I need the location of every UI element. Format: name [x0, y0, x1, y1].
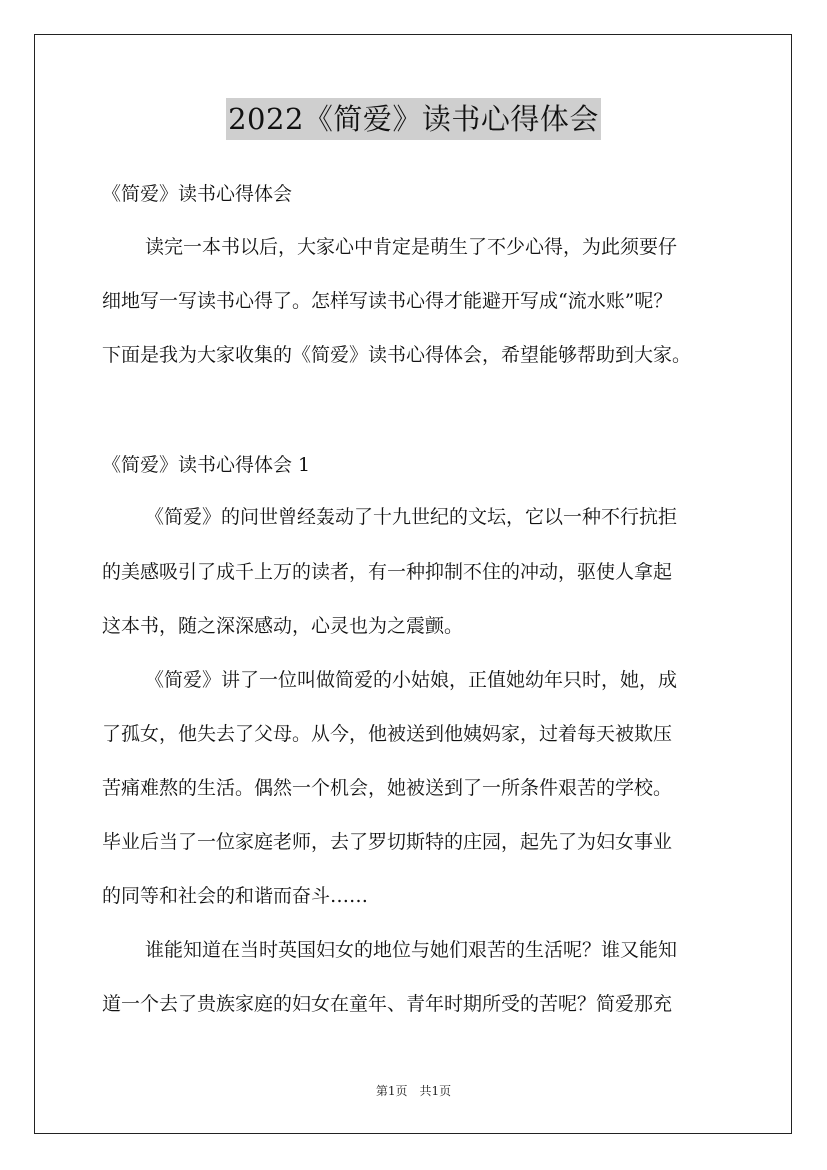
title-container: [0, 98, 827, 140]
para3-line-1: 谁能知道在当时英国妇女的地位与她们艰苦的生活呢？谁又能知: [145, 939, 678, 961]
para2-line-3: 苦痛难熬的生活。偶然一个机会，她被送到了一所条件艰苦的学校。: [102, 777, 673, 799]
para2-line-1: 《简爱》讲了一位叫做简爱的小姑娘，正值她幼年只时，她，成: [145, 669, 678, 691]
para2-line-4: 毕业后当了一位家庭老师，去了罗切斯特的庄园，起先了为妇女事业: [102, 831, 673, 853]
para1-line-1: 《简爱》的问世曾经轰动了十九世纪的文坛，它以一种不行抗拒: [145, 506, 678, 528]
section-heading: 《简爱》读书心得体会 1: [102, 454, 311, 476]
document-subtitle: 《简爱》读书心得体会: [102, 183, 293, 205]
intro-line-3: 下面是我为大家收集的《简爱》读书心得体会，希望能够帮助到大家。: [102, 344, 692, 366]
para3-line-2: 道一个去了贵族家庭的妇女在童年、青年时期所受的苦呢？简爱那充: [102, 993, 673, 1015]
page-footer: 第1页 共1页: [375, 1084, 452, 1098]
document-title: 2022《简爱》读书心得体会: [226, 98, 601, 140]
intro-line-1: 读完一本书以后，大家心中肯定是萌生了不少心得，为此须要仔: [145, 236, 678, 258]
para2-line-5: 的同等和社会的和谐而奋斗……: [102, 885, 369, 907]
para2-line-2: 了孤女，他失去了父母。从今，他被送到他姨妈家，过着每天被欺压: [102, 723, 673, 745]
para1-line-2: 的美感吸引了成千上万的读者，有一种抑制不住的冲动，驱使人拿起: [102, 561, 673, 583]
intro-line-2: 细地写一写读书心得了。怎样写读书心得才能避开写成“流水账”呢？: [102, 290, 673, 312]
para1-line-3: 这本书，随之深深感动，心灵也为之震颤。: [102, 615, 464, 637]
